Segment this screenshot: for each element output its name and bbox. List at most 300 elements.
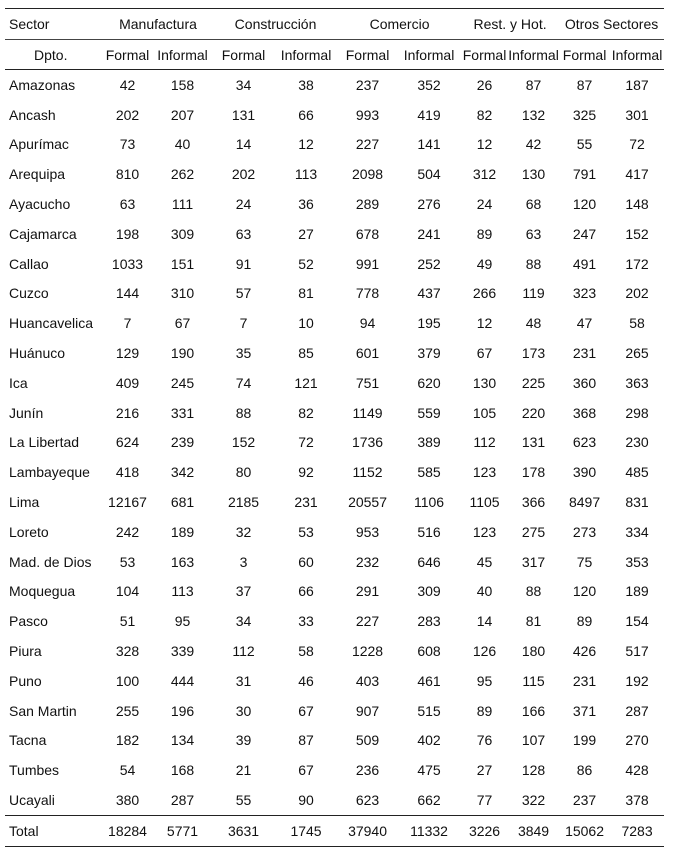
cell-value: 245 (170, 374, 195, 391)
cell-value: 154 (625, 613, 649, 630)
dpto-name: Callao (9, 255, 49, 272)
cell-value: 283 (417, 613, 441, 630)
cell-value: 113 (171, 583, 194, 600)
cell-value: 225 (521, 374, 546, 391)
cell-value: 34 (235, 613, 252, 630)
cell-value: 1033 (111, 255, 144, 272)
cell-value: 207 (170, 106, 195, 123)
cell-value: 81 (525, 613, 542, 630)
cell-value: 585 (417, 464, 441, 481)
dpto-name: Ayacucho (9, 196, 71, 213)
cell-value: 152 (625, 225, 649, 242)
cell-value: 31 (235, 672, 252, 689)
dpto-name: Amazonas (9, 76, 76, 93)
cell-value: 126 (472, 643, 497, 660)
cell-value: 323 (572, 285, 597, 302)
cell-value: 559 (417, 404, 441, 421)
cell-value: 366 (521, 494, 546, 511)
sector-header-construccion: Construcción (234, 16, 317, 32)
cell-value: 247 (572, 225, 597, 242)
table-row (5, 279, 664, 309)
cell-value: 27 (298, 225, 314, 242)
cell-value: 195 (417, 315, 441, 332)
total-value: 3226 (468, 822, 501, 839)
cell-value: 86 (576, 762, 593, 779)
dpto-name: San Martin (9, 702, 77, 719)
cell-value: 152 (231, 434, 256, 451)
cell-value: 63 (525, 225, 542, 242)
cell-value: 504 (417, 166, 441, 183)
subheader-informal: Informal (403, 46, 455, 63)
cell-value: 128 (521, 762, 546, 779)
cell-value: 2098 (351, 166, 384, 183)
cell-value: 242 (115, 523, 140, 540)
cell-value: 55 (576, 136, 593, 153)
cell-value: 42 (119, 76, 136, 93)
cell-value: 10 (298, 315, 314, 332)
cell-value: 1149 (352, 404, 383, 421)
cell-value: 262 (170, 166, 195, 183)
cell-value: 51 (119, 613, 136, 630)
cell-value: 270 (625, 732, 649, 749)
cell-value: 266 (472, 285, 497, 302)
table-row (5, 457, 664, 487)
dpto-name: Piura (9, 643, 42, 660)
cell-value: 89 (476, 702, 493, 719)
cell-value: 81 (298, 285, 314, 302)
cell-value: 74 (235, 374, 252, 391)
cell-value: 255 (115, 702, 140, 719)
cell-value: 681 (170, 494, 195, 511)
table-footer (5, 815, 664, 846)
cell-value: 148 (625, 196, 649, 213)
cell-value: 409 (115, 374, 140, 391)
cell-value: 113 (294, 166, 318, 183)
cell-value: 158 (170, 76, 195, 93)
cell-value: 301 (625, 106, 649, 123)
cell-value: 437 (417, 285, 441, 302)
cell-value: 328 (115, 643, 140, 660)
cell-value: 30 (235, 702, 252, 719)
total-value: 11332 (410, 822, 448, 839)
table-row (5, 785, 664, 815)
cell-value: 230 (625, 434, 649, 451)
cell-value: 94 (359, 315, 376, 332)
cell-value: 38 (298, 76, 314, 93)
cell-value: 68 (525, 196, 542, 213)
table-row (5, 130, 664, 160)
cell-value: 237 (572, 792, 597, 809)
table-row (5, 100, 664, 130)
employment-by-sector-table (5, 8, 664, 847)
cell-value: 40 (174, 136, 191, 153)
dpto-name: Arequipa (9, 166, 66, 183)
cell-value: 509 (355, 732, 380, 749)
total-value: 1745 (290, 822, 322, 839)
cell-value: 151 (170, 255, 195, 272)
cell-value: 178 (521, 464, 546, 481)
cell-value: 63 (235, 225, 252, 242)
dpto-name: Loreto (9, 523, 49, 540)
dpto-name: Junín (9, 404, 44, 421)
cell-value: 352 (417, 76, 441, 93)
cell-value: 678 (355, 225, 380, 242)
cell-value: 129 (115, 345, 140, 362)
cell-value: 7 (123, 315, 132, 332)
dpto-name: La Libertad (9, 434, 80, 451)
cell-value: 623 (572, 434, 597, 451)
cell-value: 35 (235, 345, 252, 362)
cell-value: 39 (235, 732, 252, 749)
cell-value: 322 (521, 792, 546, 809)
cell-value: 189 (625, 583, 649, 600)
cell-value: 237 (355, 76, 380, 93)
cell-value: 32 (235, 523, 252, 540)
cell-value: 26 (476, 76, 493, 93)
cell-value: 334 (625, 523, 649, 540)
cell-value: 87 (525, 76, 542, 93)
cell-value: 53 (119, 553, 136, 570)
cell-value: 252 (417, 255, 441, 272)
sector-header-rest-hot: Rest. y Hot. (473, 16, 547, 32)
table-row (5, 398, 664, 428)
subheader-formal: Formal (345, 46, 390, 63)
cell-value: 92 (298, 464, 314, 481)
cell-value: 95 (174, 613, 191, 630)
dpto-name: Ica (9, 374, 28, 391)
cell-value: 331 (170, 404, 195, 421)
cell-value: 58 (629, 315, 645, 332)
cell-value: 515 (417, 702, 441, 719)
cell-value: 426 (572, 643, 597, 660)
cell-value: 107 (521, 732, 546, 749)
cell-value: 402 (417, 732, 441, 749)
cell-value: 115 (522, 672, 545, 689)
cell-value: 134 (170, 732, 195, 749)
cell-value: 89 (476, 225, 493, 242)
cell-value: 991 (355, 255, 380, 272)
cell-value: 67 (298, 702, 314, 719)
cell-value: 88 (235, 404, 252, 421)
table-row (5, 219, 664, 249)
cell-value: 287 (625, 702, 649, 719)
cell-value: 444 (170, 672, 195, 689)
cell-value: 75 (576, 553, 593, 570)
cell-value: 87 (298, 732, 314, 749)
cell-value: 66 (298, 583, 314, 600)
cell-value: 309 (417, 583, 441, 600)
cell-value: 220 (521, 404, 546, 421)
cell-value: 20557 (348, 494, 387, 511)
subheader-formal: Formal (221, 46, 266, 63)
table-row (5, 517, 664, 547)
cell-value: 120 (572, 583, 597, 600)
cell-value: 428 (625, 762, 649, 779)
cell-value: 227 (355, 136, 380, 153)
cell-value: 516 (417, 523, 441, 540)
sector-header-manufactura: Manufactura (119, 16, 197, 32)
subheader-formal: Formal (462, 46, 507, 63)
sector-header-otros: Otros Sectores (564, 16, 659, 32)
cell-value: 231 (572, 672, 597, 689)
cell-value: 46 (298, 672, 314, 689)
cell-value: 82 (298, 404, 314, 421)
cell-value: 55 (235, 792, 252, 809)
total-label: Total (9, 822, 39, 839)
cell-value: 236 (355, 762, 380, 779)
cell-value: 241 (417, 225, 441, 242)
dpto-name: Cuzco (9, 285, 49, 302)
cell-value: 45 (476, 553, 493, 570)
cell-value: 275 (521, 523, 546, 540)
table-row (5, 189, 664, 219)
cell-value: 72 (298, 434, 314, 451)
total-row (5, 815, 664, 846)
cell-value: 608 (417, 643, 441, 660)
cell-value: 231 (294, 494, 318, 511)
cell-value: 105 (472, 404, 497, 421)
total-value: 7283 (621, 822, 653, 839)
cell-value: 112 (473, 434, 496, 451)
cell-value: 646 (417, 553, 441, 570)
cell-value: 309 (170, 225, 195, 242)
dpto-label: Dpto. (34, 46, 68, 63)
cell-value: 371 (572, 702, 597, 719)
table-body (5, 70, 664, 816)
table-row (5, 428, 664, 458)
cell-value: 91 (235, 255, 252, 272)
cell-value: 66 (298, 106, 314, 123)
subheader-informal: Informal (280, 46, 332, 63)
cell-value: 620 (417, 374, 441, 391)
cell-value: 119 (522, 285, 545, 302)
cell-value: 88 (525, 583, 542, 600)
cell-value: 231 (572, 345, 597, 362)
table-row (5, 308, 664, 338)
cell-value: 491 (572, 255, 597, 272)
cell-value: 353 (625, 553, 649, 570)
cell-value: 12167 (108, 494, 147, 511)
table-row (5, 368, 664, 398)
cell-value: 202 (625, 285, 649, 302)
cell-value: 53 (298, 523, 314, 540)
cell-value: 12 (476, 315, 493, 332)
cell-value: 121 (294, 374, 318, 391)
cell-value: 1228 (351, 643, 384, 660)
cell-value: 485 (625, 464, 649, 481)
table-row (5, 577, 664, 607)
cell-value: 953 (355, 523, 380, 540)
cell-value: 475 (417, 762, 441, 779)
cell-value: 24 (235, 196, 252, 213)
cell-value: 130 (472, 374, 497, 391)
dpto-name: Ancash (9, 106, 56, 123)
cell-value: 180 (521, 643, 546, 660)
dpto-name: Lambayeque (9, 464, 90, 481)
cell-value: 1106 (413, 494, 445, 511)
cell-value: 993 (355, 106, 380, 123)
cell-value: 791 (572, 166, 597, 183)
total-value: 37940 (348, 822, 387, 839)
cell-value: 1152 (352, 464, 383, 481)
cell-value: 123 (472, 464, 497, 481)
sector-header-comercio: Comercio (369, 16, 430, 32)
cell-value: 36 (298, 196, 314, 213)
dpto-name: Lima (9, 494, 40, 511)
cell-value: 90 (298, 792, 314, 809)
cell-value: 57 (235, 285, 252, 302)
cell-value: 239 (170, 434, 195, 451)
cell-value: 662 (417, 792, 441, 809)
cell-value: 48 (525, 315, 542, 332)
subheader-row (5, 40, 664, 70)
cell-value: 363 (625, 374, 649, 391)
dpto-name: Mad. de Dios (9, 553, 92, 570)
cell-value: 89 (576, 613, 593, 630)
cell-value: 202 (115, 106, 140, 123)
dpto-name: Puno (9, 672, 42, 689)
cell-value: 14 (235, 136, 252, 153)
cell-value: 187 (625, 76, 649, 93)
cell-value: 63 (119, 196, 136, 213)
cell-value: 190 (170, 345, 195, 362)
cell-value: 77 (476, 792, 493, 809)
subheader-informal: Informal (611, 46, 663, 63)
cell-value: 342 (170, 464, 195, 481)
cell-value: 172 (625, 255, 649, 272)
cell-value: 49 (476, 255, 493, 272)
cell-value: 54 (119, 762, 136, 779)
dpto-name: Apurímac (9, 136, 69, 153)
cell-value: 42 (525, 136, 542, 153)
cell-value: 1105 (469, 494, 500, 511)
cell-value: 831 (625, 494, 649, 511)
cell-value: 3 (239, 553, 248, 570)
cell-value: 58 (298, 643, 314, 660)
cell-value: 47 (576, 315, 593, 332)
cell-value: 67 (298, 762, 314, 779)
cell-value: 273 (572, 523, 597, 540)
cell-value: 141 (417, 136, 441, 153)
cell-value: 7 (239, 315, 248, 332)
cell-value: 182 (115, 732, 140, 749)
dpto-name: Tacna (9, 732, 47, 749)
cell-value: 189 (170, 523, 195, 540)
cell-value: 168 (170, 762, 195, 779)
total-value: 3849 (517, 822, 550, 839)
cell-value: 192 (625, 672, 649, 689)
dpto-name: Moquegua (9, 583, 76, 600)
table-row (5, 547, 664, 577)
cell-value: 227 (355, 613, 380, 630)
cell-value: 380 (115, 792, 140, 809)
sector-label: Sector (9, 16, 50, 32)
cell-value: 339 (170, 643, 195, 660)
table-row (5, 159, 664, 189)
cell-value: 104 (115, 583, 140, 600)
cell-value: 265 (625, 345, 649, 362)
cell-value: 111 (171, 196, 194, 213)
dpto-name: Pasco (9, 613, 48, 630)
cell-value: 33 (298, 613, 314, 630)
cell-value: 287 (170, 792, 195, 809)
cell-value: 87 (576, 76, 593, 93)
cell-value: 12 (298, 136, 314, 153)
cell-value: 390 (572, 464, 597, 481)
cell-value: 751 (355, 374, 380, 391)
cell-value: 163 (170, 553, 195, 570)
cell-value: 40 (476, 583, 493, 600)
cell-value: 123 (472, 523, 497, 540)
cell-value: 198 (115, 225, 140, 242)
cell-value: 312 (472, 166, 497, 183)
table-row (5, 338, 664, 368)
total-value: 18284 (108, 822, 147, 839)
cell-value: 27 (476, 762, 493, 779)
cell-value: 14 (476, 613, 493, 630)
table-row (5, 487, 664, 517)
cell-value: 12 (476, 136, 493, 153)
total-value: 3631 (227, 822, 260, 839)
dpto-name: Tumbes (9, 762, 60, 779)
cell-value: 52 (298, 255, 314, 272)
cell-value: 778 (355, 285, 380, 302)
cell-value: 112 (232, 643, 255, 660)
employment-table-container (5, 8, 664, 847)
table-header (5, 9, 664, 70)
cell-value: 67 (174, 315, 191, 332)
cell-value: 810 (115, 166, 140, 183)
table-row (5, 696, 664, 726)
cell-value: 67 (476, 345, 493, 362)
table-row (5, 636, 664, 666)
cell-value: 85 (298, 345, 314, 362)
cell-value: 379 (417, 345, 441, 362)
cell-value: 216 (115, 404, 140, 421)
cell-value: 232 (355, 553, 380, 570)
cell-value: 76 (476, 732, 493, 749)
cell-value: 601 (355, 345, 380, 362)
cell-value: 298 (625, 404, 649, 421)
cell-value: 166 (521, 702, 546, 719)
cell-value: 517 (625, 643, 649, 660)
cell-value: 378 (625, 792, 649, 809)
cell-value: 202 (231, 166, 256, 183)
dpto-name: Huancavelica (9, 315, 94, 332)
cell-value: 8497 (568, 494, 601, 511)
cell-value: 907 (355, 702, 380, 719)
cell-value: 82 (476, 106, 493, 123)
cell-value: 417 (625, 166, 649, 183)
cell-value: 419 (417, 106, 441, 123)
table-row (5, 249, 664, 279)
cell-value: 291 (355, 583, 380, 600)
cell-value: 24 (476, 196, 493, 213)
cell-value: 325 (572, 106, 597, 123)
cell-value: 132 (521, 106, 546, 123)
cell-value: 100 (115, 672, 140, 689)
table-row (5, 666, 664, 696)
cell-value: 317 (521, 553, 546, 570)
cell-value: 130 (521, 166, 546, 183)
table-row (5, 726, 664, 756)
cell-value: 368 (572, 404, 597, 421)
dpto-name: Ucayali (9, 792, 55, 809)
cell-value: 624 (115, 434, 140, 451)
cell-value: 310 (170, 285, 195, 302)
cell-value: 144 (115, 285, 140, 302)
cell-value: 461 (417, 672, 441, 689)
